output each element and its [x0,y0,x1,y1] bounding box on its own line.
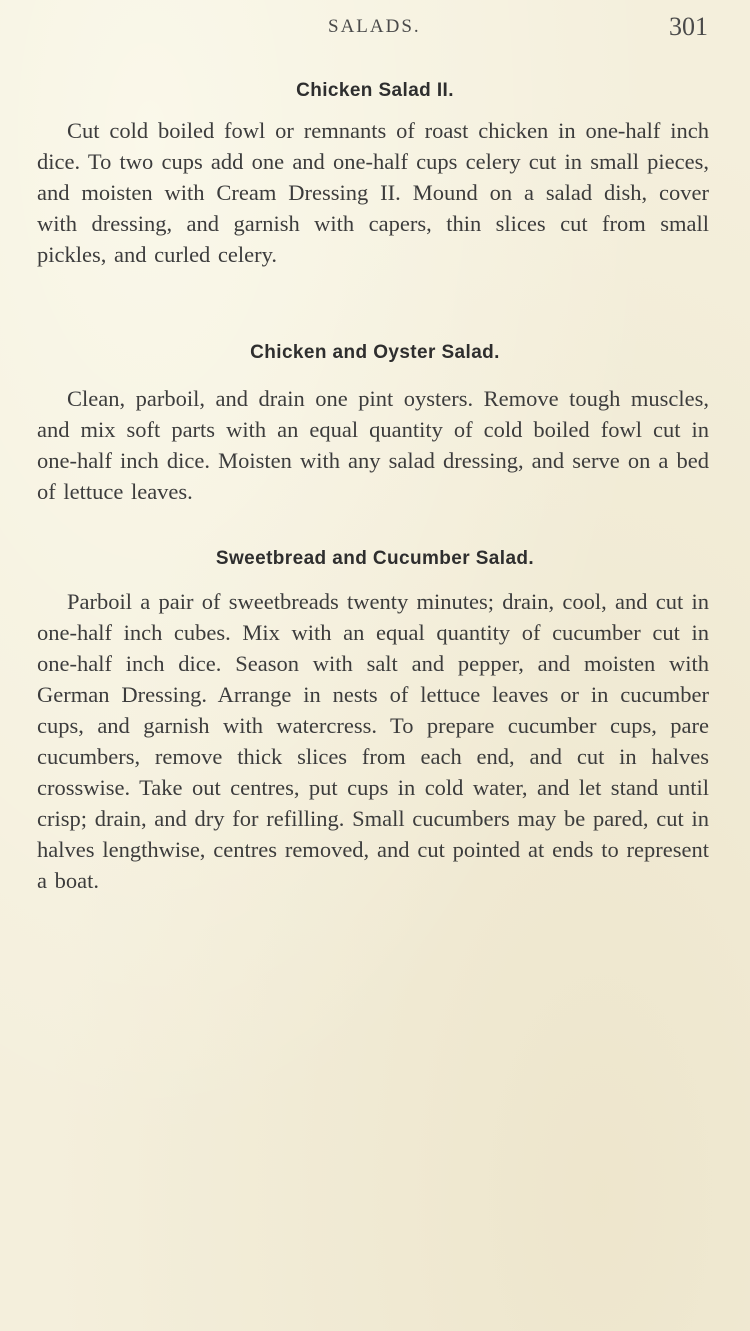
running-title: SALADS. [328,16,421,37]
running-head [0,12,750,46]
recipe-title-chicken-salad-ii: Chicken Salad II. [296,80,454,101]
recipe-title-chicken-oyster-salad: Chicken and Oyster Salad. [250,342,500,363]
page-number: 301 [669,12,708,41]
recipe-body-chicken-oyster-salad: Clean, parboil, and drain one pint oysters. Remove tough muscles, and mix soft parts with an equal quantity of cold boiled fowl cut in one-half inch dice. Moisten with any salad dressing, and serve on a bed of lettuce leaves. [37,386,709,504]
recipe-body-sweetbread-cucumber-salad: Parboil a pair of sweetbreads twenty minutes; drain, cool, and cut in one-half inch cubes. Mix with an equal quantity of cucumber cut in one-half inch dice. Season with salt and pepper, and moisten with German Dressing. Arrange in nests of lettuce leaves or in cucumber cups, and garnish with watercress. To prepare cucumber cups, pare cucumbers, remove thick slices from each end, and cut in halves crosswise. Take out centres, put cups in cold water, and let stand until crisp; drain, and dry for refilling. Small cucumbers may be pared, cut in halves lengthwise, centres removed, and cut pointed at ends to represent a boat. [37,589,709,893]
recipe-body-chicken-salad-ii: Cut cold boiled fowl or remnants of roast chicken in one-half inch dice. To two cups add one and one-half cups celery cut in small pieces, and moisten with Cream Dressing II. Mound on a salad dish, cover with dressing, and garnish with capers, thin slices cut from small pickles, and curled celery. [37,118,709,267]
recipe-title-sweetbread-cucumber-salad: Sweetbread and Cucumber Salad. [215,548,535,569]
